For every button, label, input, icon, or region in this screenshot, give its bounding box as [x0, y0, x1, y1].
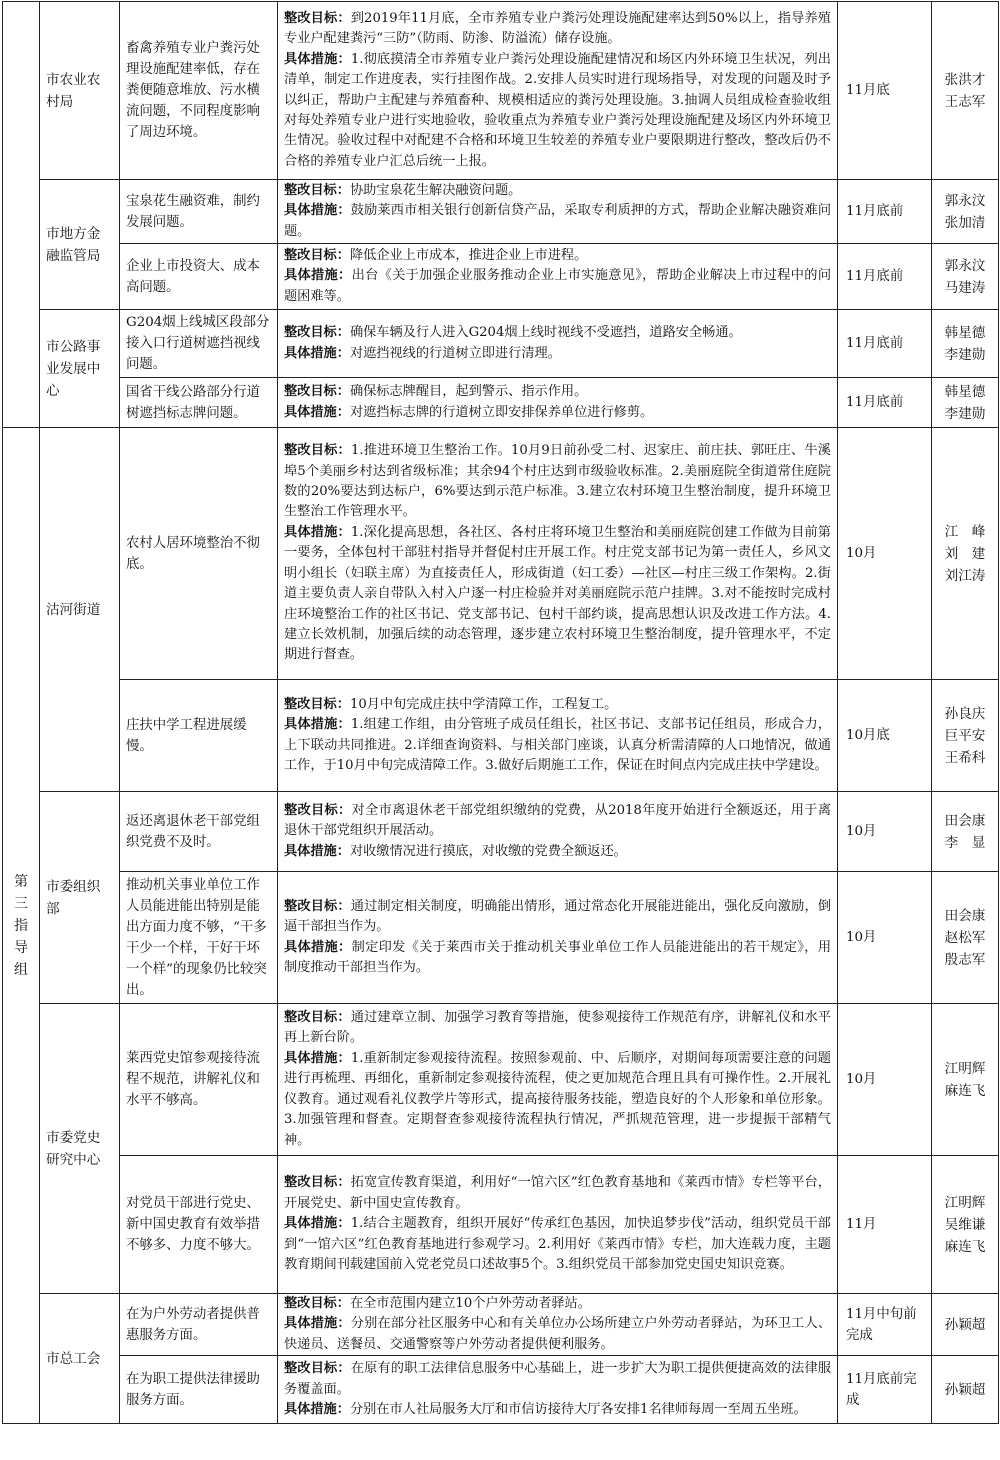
goal-paragraph — [284, 1294, 831, 1314]
responsible-person: 韩星德 — [944, 383, 986, 400]
responsible-person: 江明辉 — [944, 1060, 986, 1077]
measure-label: 具体措施： — [284, 1316, 351, 1332]
unit-cell: 市地方金融监管局 — [40, 180, 120, 310]
responsible-person: 王志军 — [944, 93, 986, 110]
goal-paragraph — [284, 1359, 831, 1400]
responsible-person: 麻连飞 — [944, 1082, 986, 1099]
goal-label: 整改目标： — [284, 182, 350, 198]
measure-text: 对遮挡视线的行道树立即进行清理。 — [349, 345, 561, 361]
goal-text: 通过建章立制、加强学习教育等措施，使参观接待工作规范有序，讲解礼仪和水平再上新台阶。 — [284, 1010, 832, 1046]
measure-cell — [278, 180, 838, 244]
responsible-person: 麻连飞 — [944, 1238, 986, 1255]
deadline-cell: 10月 — [838, 872, 932, 1004]
responsible-person: 刘江涛 — [944, 567, 986, 584]
table-row — [3, 872, 999, 1004]
table-row — [3, 378, 999, 428]
goal-label: 整改目标： — [284, 384, 350, 400]
goal-paragraph — [284, 246, 831, 266]
responsible-person: 郭永汶 — [944, 257, 986, 274]
goal-text: 在原有的职工法律信息服务中心基础上，进一步扩大为职工提供便捷高效的法律服务覆盖面。 — [284, 1361, 832, 1397]
responsible-persons-cell — [932, 244, 999, 310]
table-row — [3, 428, 999, 680]
table-row — [3, 680, 999, 792]
measure-paragraph — [284, 938, 831, 979]
measure-cell — [278, 680, 838, 792]
goal-text: 确保车辆及行人进入G204烟上线时视线不受遮挡，道路安全畅通。 — [349, 325, 742, 341]
goal-paragraph — [284, 897, 831, 938]
deadline-cell: 11月底前 — [838, 180, 932, 244]
measure-label: 具体措施： — [284, 345, 350, 361]
measure-paragraph — [284, 1314, 831, 1355]
measure-paragraph — [284, 266, 831, 307]
responsible-person: 孙颖超 — [944, 1381, 986, 1398]
responsible-person: 王希科 — [944, 749, 986, 766]
goal-paragraph — [284, 695, 831, 715]
measure-text: 1.结合主题教育，组织开展好“传承红色基因，加快追梦步伐”活动，组织党员干部到“一馆六区”红色教育基地进行参观学习。2.利用好《莱西市情》专栏，加大连载力度，主题教育期间刊载建国前入党老党员口述故事5个。3.组织党员干部参加党史国史知识竞赛。 — [284, 1216, 831, 1273]
responsible-person: 田会康 — [944, 907, 986, 924]
goal-text: 降低企业上市成本，推进企业上市进程。 — [349, 247, 588, 263]
goal-label: 整改目标： — [284, 10, 351, 26]
responsible-person: 吴维谦 — [944, 1216, 986, 1233]
measure-label: 具体措施： — [284, 843, 350, 859]
responsible-persons-cell — [932, 1356, 999, 1424]
measure-paragraph — [284, 1214, 831, 1275]
measure-label: 具体措施： — [284, 203, 351, 219]
problem-cell: 在为职工提供法律援助服务方面。 — [120, 1356, 278, 1424]
deadline-cell: 11月底前完成 — [838, 1356, 932, 1424]
goal-paragraph — [284, 1008, 831, 1049]
responsible-person: 马建涛 — [944, 279, 986, 296]
measure-label: 具体措施： — [284, 1050, 351, 1066]
deadline-cell: 10月 — [838, 1004, 932, 1156]
responsible-persons-cell — [932, 428, 999, 680]
measure-label: 具体措施： — [284, 404, 350, 420]
measure-paragraph — [284, 523, 831, 666]
group-cell — [3, 2, 40, 428]
deadline-cell: 11月 — [838, 1156, 932, 1294]
deadline-cell: 10月底 — [838, 680, 932, 792]
goal-paragraph — [284, 323, 831, 343]
responsible-person: 江 峰 — [944, 523, 986, 540]
deadline-cell: 11月底前 — [838, 244, 932, 310]
problem-cell: 企业上市投资大、成本高问题。 — [120, 244, 278, 310]
measure-label: 具体措施： — [284, 268, 352, 284]
measure-paragraph — [284, 715, 831, 776]
goal-text: 协助宝泉花生解决融资问题。 — [349, 182, 522, 198]
measure-cell — [278, 378, 838, 428]
goal-text: 10月中旬完成庄扶中学清障工作，工程复工。 — [349, 696, 618, 712]
responsible-persons-cell — [932, 1156, 999, 1294]
responsible-persons-cell — [932, 2, 999, 180]
measure-cell — [278, 310, 838, 378]
responsible-person: 李建勋 — [944, 405, 986, 422]
table-row — [3, 1004, 999, 1156]
group-cell — [3, 428, 40, 1424]
measure-label: 具体措施： — [284, 717, 351, 733]
goal-text: 到2019年11月底，全市养殖专业户粪污处理设施配建率达到50%以上，指导养殖专业户配建粪污“三防”（防雨、防渗、防溢流）储存设施。 — [284, 10, 831, 47]
goal-paragraph — [284, 441, 831, 523]
measure-label: 具体措施： — [284, 524, 351, 540]
unit-cell: 市公路事业发展中心 — [40, 310, 120, 428]
goal-paragraph — [284, 181, 831, 201]
responsible-person: 孙良庆 — [944, 705, 986, 722]
measure-text: 对收缴情况进行摸底，对收缴的党费全额返还。 — [349, 843, 627, 859]
unit-cell: 市委党史研究中心 — [40, 1004, 120, 1294]
responsible-person: 张加清 — [944, 214, 986, 231]
goal-paragraph — [284, 801, 831, 842]
goal-paragraph — [284, 9, 831, 50]
measure-cell — [278, 1004, 838, 1156]
responsible-persons-cell — [932, 378, 999, 428]
problem-cell: G204烟上线城区段部分接入口行道树遮挡视线问题。 — [120, 310, 278, 378]
responsible-persons-cell — [932, 1004, 999, 1156]
responsible-person: 韩星德 — [944, 324, 986, 341]
problem-cell: 畜禽养殖专业户粪污处理设施配建率低，存在粪便随意堆放、污水横流问题，不同程度影响了周边环境。 — [120, 2, 278, 180]
measure-label: 具体措施： — [284, 51, 351, 67]
measure-text: 出台《关于加强企业服务推动企业上市实施意见》，帮助企业解决上市过程中的问题困难等。 — [284, 268, 832, 304]
unit-cell: 市总工会 — [40, 1294, 120, 1424]
table-row — [3, 792, 999, 872]
measure-paragraph — [284, 201, 831, 242]
problem-cell: 庄扶中学工程进展缓慢。 — [120, 680, 278, 792]
measure-paragraph — [284, 50, 831, 172]
responsible-persons-cell — [932, 680, 999, 792]
responsible-persons-cell — [932, 1294, 999, 1356]
goal-label: 整改目标： — [284, 1010, 351, 1026]
measure-text: 1.彻底摸清全市养殖专业户粪污处理设施配建情况和场区内外环境卫生状况，列出清单，制定工作进度表，实行挂图作战。2.安排人员实时进行现场指导，对发现的问题及时予以纠正，帮助户主配建与养殖畜种、规模相适应的粪污处理设施。3.抽调人员组成检查验收组对每处养殖专业户进行实地验收，验收重点为养殖专业户粪污处理设施配建及场区内外环境卫生情况。验收过程中对配建不合格和环境卫生较差的养殖专业户要限期进行整改，整改后仍不合格的养殖专业户汇总后统一上报。 — [284, 51, 831, 169]
measure-cell — [278, 1294, 838, 1356]
measure-cell — [278, 1156, 838, 1294]
measure-label: 具体措施： — [284, 939, 352, 955]
goal-label: 整改目标： — [284, 898, 351, 914]
table-row — [3, 1294, 999, 1356]
measure-text: 分别在市人社局服务大厅和市信访接待大厅各安排1名律师每周一至周五坐班。 — [349, 1401, 807, 1417]
problem-cell: 推动机关事业单位工作人员能进能出特别是能出方面力度不够，“干多干少一个样，干好干坏一个样”的现象仍比较突出。 — [120, 872, 278, 1004]
goal-text: 1.推进环境卫生整治工作。10月9日前孙受二村、迟家庄、前庄扶、郭旺庄、牛溪埠5个美丽乡村达到省级标准；其余94个村庄达到市级验收标准。2.美丽庭院全街道常住庭院数的20%要达到达标户，6%要达到示范户标准。3.建立农村环境卫生整治制度，提升环境卫生整治工作管理水平。 — [284, 443, 831, 520]
responsible-person: 刘 建 — [944, 545, 986, 562]
measure-paragraph — [284, 842, 831, 862]
responsible-persons-cell — [932, 792, 999, 872]
deadline-cell: 10月 — [838, 428, 932, 680]
responsible-persons-cell — [932, 872, 999, 1004]
goal-text: 拓宽宣传教育渠道，利用好“一馆六区”红色教育基地和《莱西市情》专栏等平台，开展党史、新中国史宣传教育。 — [284, 1175, 831, 1211]
goal-label: 整改目标： — [284, 325, 350, 341]
measure-cell — [278, 872, 838, 1004]
goal-label: 整改目标： — [284, 1361, 351, 1377]
goal-label: 整改目标： — [284, 443, 351, 459]
goal-label: 整改目标： — [284, 1296, 350, 1311]
measure-label: 具体措施： — [284, 1216, 351, 1232]
responsible-person: 江明辉 — [944, 1194, 986, 1211]
responsible-person: 李建勋 — [944, 346, 986, 363]
measure-cell — [278, 2, 838, 180]
measure-text: 分别在部分社区服务中心和有关单位办公场所建立户外劳动者驿站，为环卫工人、快递员、送餐员、交通警察等户外劳动者提供便利服务。 — [284, 1316, 832, 1352]
responsible-persons-cell — [932, 310, 999, 378]
problem-cell: 对党员干部进行党史、新中国史教育有效举措不够多、力度不够大。 — [120, 1156, 278, 1294]
problem-cell: 国省干线公路部分行道树遮挡标志牌问题。 — [120, 378, 278, 428]
unit-cell: 市农业农村局 — [40, 2, 120, 180]
measure-text: 制定印发《关于莱西市关于推动机关事业单位工作人员能进能出的若干规定》，用制度推动干部担当作为。 — [284, 939, 832, 975]
goal-label: 整改目标： — [284, 802, 352, 818]
table-row — [3, 244, 999, 310]
measure-paragraph — [284, 403, 831, 423]
deadline-cell: 11月底 — [838, 2, 932, 180]
problem-cell: 宝泉花生融资难，制约发展问题。 — [120, 180, 278, 244]
responsible-person: 巨平安 — [944, 727, 986, 744]
measure-label: 具体措施： — [284, 1401, 350, 1417]
rectification-table — [2, 1, 999, 1424]
responsible-person: 李 显 — [944, 834, 986, 851]
group-name: 第三指导组 — [14, 873, 28, 978]
goal-label: 整改目标： — [284, 696, 350, 712]
goal-paragraph — [284, 382, 831, 402]
table-row — [3, 180, 999, 244]
measure-paragraph — [284, 1049, 831, 1151]
deadline-cell: 11月底前 — [838, 310, 932, 378]
measure-cell — [278, 1356, 838, 1424]
goal-label: 整改目标： — [284, 247, 350, 263]
measure-cell — [278, 428, 838, 680]
goal-text: 对全市离退休老干部党组织缴纳的党费，从2018年度开始进行全额返还，用于离退休干部党组织开展活动。 — [284, 802, 832, 839]
responsible-persons-cell — [932, 180, 999, 244]
unit-cell: 沽河街道 — [40, 428, 120, 792]
responsible-person: 郭永汶 — [944, 192, 986, 209]
deadline-cell: 11月底前 — [838, 378, 932, 428]
table-row — [3, 310, 999, 378]
goal-paragraph — [284, 1173, 831, 1214]
measure-text: 1.重新制定参观接待流程。按照参观前、中、后顺序，对期间每项需要注意的问题进行再梳理、再细化，重新制定参观接待流程，使之更加规范合理且具有可操作性。2.开展礼仪教育。通过观看礼仪教学片等形式，提高接待服务技能，塑造良好的个人形象和单位形象。3.加强管理和督查。定期督查参观接待流程执行情况，严抓规范管理，进一步提振干部精气神。 — [284, 1050, 831, 1148]
table-row — [3, 2, 999, 180]
deadline-cell: 11月中旬前完成 — [838, 1294, 932, 1356]
measure-text: 1.深化提高思想，各社区、各村庄将环境卫生整治和美丽庭院创建工作做为目前第一要务，全体包村干部驻村指导并督促村庄开展工作。村庄党支部书记为第一责任人，乡风文明小组长（妇联主席）为直接责任人，形成街道（妇工委）—社区—村庄三级工作架构。2.街道主要负责人亲自带队入村入户逐一村庄检验并对美丽庭院示范户挂牌。3.对不能按时完成村庄环境整治工作的社区书记、党支部书记、包村干部约谈，提高思想认识及改进工作方法。4.建立长效机制，加强后续的动态管理，逐步建立农村环境卫生整治制度，提升管理水平，不定期进行督查。 — [284, 524, 831, 663]
table-row — [3, 1356, 999, 1424]
measure-paragraph — [284, 344, 831, 364]
problem-cell: 返还离退休老干部党组织党费不及时。 — [120, 792, 278, 872]
goal-text: 确保标志牌醒目，起到警示、指示作用。 — [349, 384, 588, 400]
responsible-person: 孙颖超 — [944, 1316, 986, 1333]
measure-cell — [278, 244, 838, 310]
measure-cell — [278, 792, 838, 872]
table-row — [3, 1156, 999, 1294]
problem-cell: 莱西党史馆参观接待流程不规范，讲解礼仪和水平不够高。 — [120, 1004, 278, 1156]
responsible-person: 赵松军 — [944, 929, 986, 946]
measure-text: 1.组建工作组，由分管班子成员任组长，社区书记、支部书记任组员，形成合力，上下联动共同推进。2.详细查询资料、与相关部门座谈，认真分析需清障的人口地情况，做通工作，于10月中旬完成清障工作。3.做好后期施工工作，保证在时间点内完成庄扶中学建设。 — [284, 717, 831, 773]
measure-paragraph — [284, 1400, 831, 1420]
goal-text: 在全市范围内建立10个户外劳动者驿站。 — [349, 1296, 591, 1311]
responsible-person: 张洪才 — [944, 71, 986, 88]
deadline-cell: 10月 — [838, 792, 932, 872]
problem-cell: 农村人居环境整治不彻底。 — [120, 428, 278, 680]
unit-cell: 市委组织部 — [40, 792, 120, 1004]
responsible-person: 殷志军 — [944, 951, 986, 968]
responsible-person: 田会康 — [944, 812, 986, 829]
measure-text: 鼓励莱西市相关银行创新信贷产品，采取专利质押的方式，帮助企业解决融资难问题。 — [284, 203, 832, 239]
goal-label: 整改目标： — [284, 1175, 351, 1191]
goal-text: 通过制定相关制度，明确能出情形，通过常态化开展能进能出，强化反向激励，倒逼干部担当作为。 — [284, 898, 832, 935]
problem-cell: 在为户外劳动者提供普惠服务方面。 — [120, 1294, 278, 1356]
measure-text: 对遮挡标志牌的行道树立即安排保养单位进行修剪。 — [349, 404, 654, 420]
